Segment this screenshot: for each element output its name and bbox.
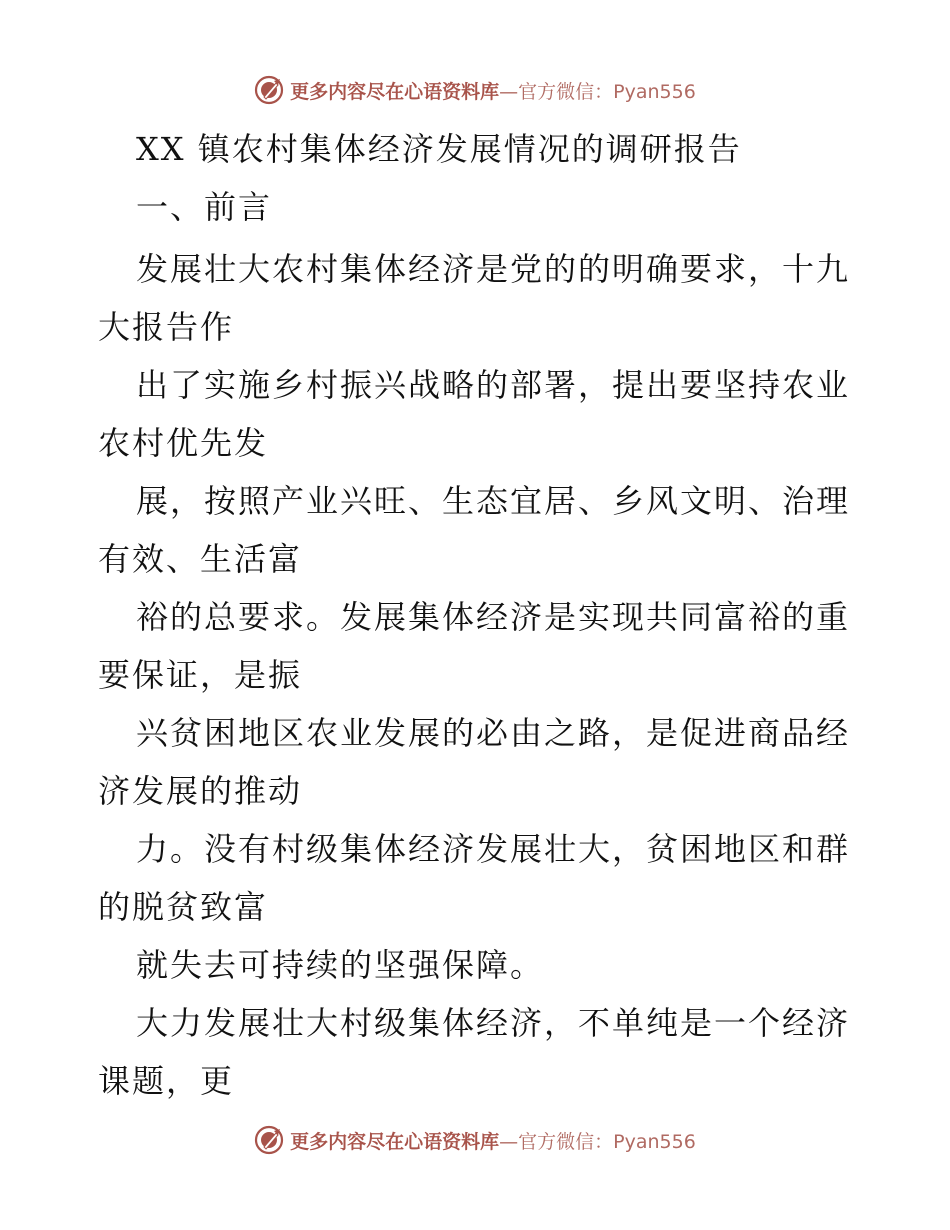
paragraph-line: 展，按照产业兴旺、生态宜居、乡风文明、治理 bbox=[136, 482, 851, 520]
paragraph-line: 力。没有村级集体经济发展壮大，贫困地区和群 bbox=[136, 830, 851, 868]
banner-prefix: 更多内容尽在心语资料库 bbox=[290, 1130, 500, 1153]
paragraph-line: 有效、生活富 bbox=[98, 540, 303, 578]
banner-suffix: 官方微信：Pyan556 bbox=[518, 80, 696, 103]
banner-dash: — bbox=[499, 1130, 519, 1153]
paragraph-line: 大力发展壮大村级集体经济，不单纯是一个经济 bbox=[136, 1004, 851, 1042]
paragraph-line: 济发展的推动 bbox=[98, 772, 303, 810]
banner-dash: — bbox=[499, 80, 519, 103]
paragraph-line: 农村优先发 bbox=[98, 424, 269, 462]
pen-seal-logo-icon bbox=[254, 75, 284, 105]
paragraph-line: 课题，更 bbox=[98, 1062, 235, 1100]
footer-banner bbox=[0, 1120, 950, 1160]
header-banner bbox=[0, 70, 950, 110]
paragraph-line: 兴贫困地区农业发展的必由之路，是促进商品经 bbox=[136, 714, 851, 752]
banner-text bbox=[290, 77, 696, 104]
banner-text bbox=[290, 1127, 696, 1154]
paragraph-line: 裕的总要求。发展集体经济是实现共同富裕的重 bbox=[136, 598, 851, 636]
section-heading: 一、前言 bbox=[136, 188, 273, 226]
paragraph-line: 的脱贫致富 bbox=[98, 888, 269, 926]
banner-suffix: 官方微信：Pyan556 bbox=[518, 1130, 696, 1153]
paragraph-line: 发展壮大农村集体经济是党的的明确要求，十九 bbox=[136, 250, 851, 288]
pen-seal-logo-icon bbox=[254, 1125, 284, 1155]
paragraph-line: 大报告作 bbox=[98, 308, 235, 346]
banner-prefix: 更多内容尽在心语资料库 bbox=[290, 80, 500, 103]
paragraph-line: 要保证，是振 bbox=[98, 656, 303, 694]
paragraph-line: 就失去可持续的坚强保障。 bbox=[136, 946, 545, 984]
document-title: XX 镇农村集体经济发展情况的调研报告 bbox=[136, 130, 742, 168]
paragraph-line: 出了实施乡村振兴战略的部署，提出要坚持农业 bbox=[136, 366, 851, 404]
